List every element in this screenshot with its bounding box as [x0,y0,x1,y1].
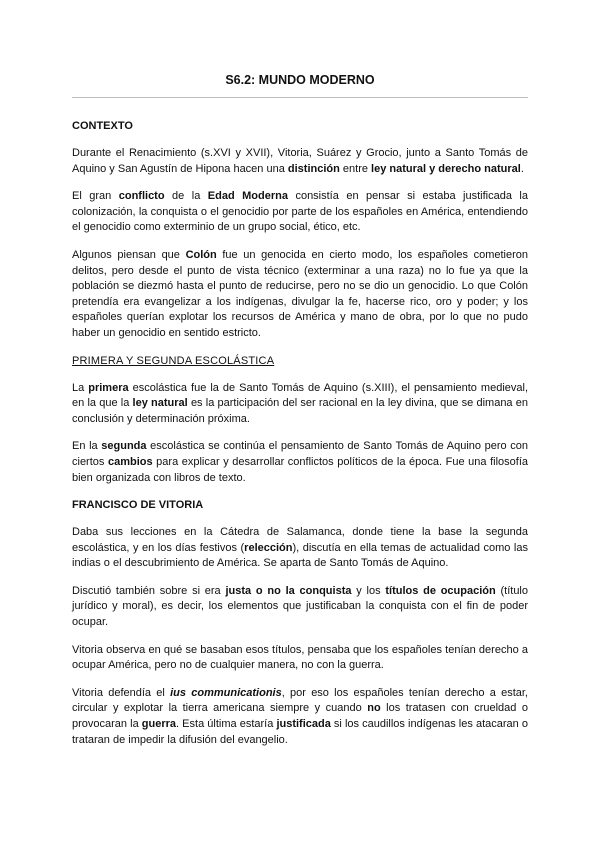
paragraph [72,381,528,428]
text-run: entre [339,162,372,175]
text-run: Vitoria observa en qué se basaban esos títulos, pensaba que los españoles tenían derecho a ocupar América, pero no de cualquier manera, no con la guerra. [72,643,528,672]
text-run: fue un genocida en cierto modo, los españoles cometieron delitos, pero desde el punto de vista técnico (exterminar a una raza) no lo fue ya que la población se diezmó hasta el punto de reducirse, pero no se dio un genocidio. Lo que Colón pretendía era evangelizar a los indígenas, divulgar la fe, hacerse rico, oro y poder; y los españoles querían explotar los recursos de América y mano de obra, por lo que no pudo haber un genocidio en sentido estricto. [72,248,528,339]
paragraph [72,439,528,486]
paragraph [72,189,528,236]
document-body [72,119,528,748]
text-run: El gran [72,190,119,203]
bold-text: ley natural [132,397,188,410]
bold-text: distinción [287,162,340,175]
section-heading: FRANCISCO DE VITORIA [72,499,204,512]
text-run: ), discutía en ella temas de actualidad como las indias o el descubrimiento de América. Se aparta de Santo Tomás de Aquino. [72,541,528,570]
bold-text: ius communicationis [170,686,282,699]
bold-text: justa o no la conquista [225,584,352,597]
text-run: los tratasen con crueldad o provocaran la [72,702,528,731]
paragraph [72,584,528,631]
bold-text: relección [244,541,293,554]
bold-text: guerra [141,718,177,731]
text-run: escolástica se continúa el pensamiento de Santo Tomás de Aquino pero con ciertos [72,440,529,468]
bold-text: cambios [107,455,153,468]
text-run: es la participación del ser racional en la ley divina, que se dimana en conclusión y determinación próxima. [72,397,528,425]
bold-text: segunda [101,440,147,453]
text-run: . [520,162,524,175]
paragraph [72,146,528,177]
bold-text: justificada [276,718,331,731]
paragraph [72,686,528,748]
text-run: de la [164,190,208,203]
text-run: Durante el Renacimiento (s.XVI y XVII), Vitoria, Suárez y Grocio, junto a Santo Tomás de Aquino y San Agustín de Hipona hacen una [72,147,528,175]
text-run: escolástica fue la de Santo Tomás de Aquino (s.XIII), el pensamiento medieval, en la que la [72,381,529,410]
text-run: Vitoria defendía el [72,686,171,699]
document-title: S6.2: MUNDO MODERNO [225,73,375,87]
bold-text: no [367,702,381,715]
text-run: y los [351,584,386,597]
text-run: En la [72,440,102,453]
text-run: , por eso los españoles tenían derecho a estar, circular y explotar la tierra americana siempre y cuando [72,686,528,715]
title-divider [72,97,528,98]
paragraph [72,525,528,572]
text-run: (título jurídico y moral), es decir, los elementos que justificaban la conquista con el fin de poder ocupar. [72,584,528,629]
paragraph [72,248,528,342]
text-run: para explicar y desarrollar conflictos políticos de la época. Fue una filosofía bien organizada con libros de texto. [72,455,528,484]
paragraph [72,643,528,674]
bold-text: ley natural y derecho natural [371,162,521,175]
section-heading: CONTEXTO [72,120,133,132]
text-run: Daba sus lecciones en la Cátedra de Salamanca, donde tiene la base la segunda escolástica, y en los días festivos ( [72,526,528,554]
bold-text: primera [88,381,129,394]
text-run: Discutió también sobre si era [72,584,226,597]
text-run: . Esta última estaría [176,718,277,731]
section-heading: PRIMERA Y SEGUNDA ESCOLÁSTICA [72,354,275,367]
text-run: si los caudillos indígenas les atacaran o trataran de impedir la difusión del evangelio. [72,718,528,746]
text-run: Algunos piensan que [72,248,186,261]
bold-text: títulos de ocupación [385,584,496,597]
bold-text: conflicto [118,190,165,203]
text-run: consistía en pensar si estaba justificada la colonización, la conquista o el genocidio por parte de los españoles en América, entendiendo el genocidio como exterminio de un grupo social, ético, etc. [72,190,528,234]
bold-text: Edad Moderna [207,190,288,203]
text-run: La [72,381,89,394]
bold-text: Colón [185,248,217,261]
